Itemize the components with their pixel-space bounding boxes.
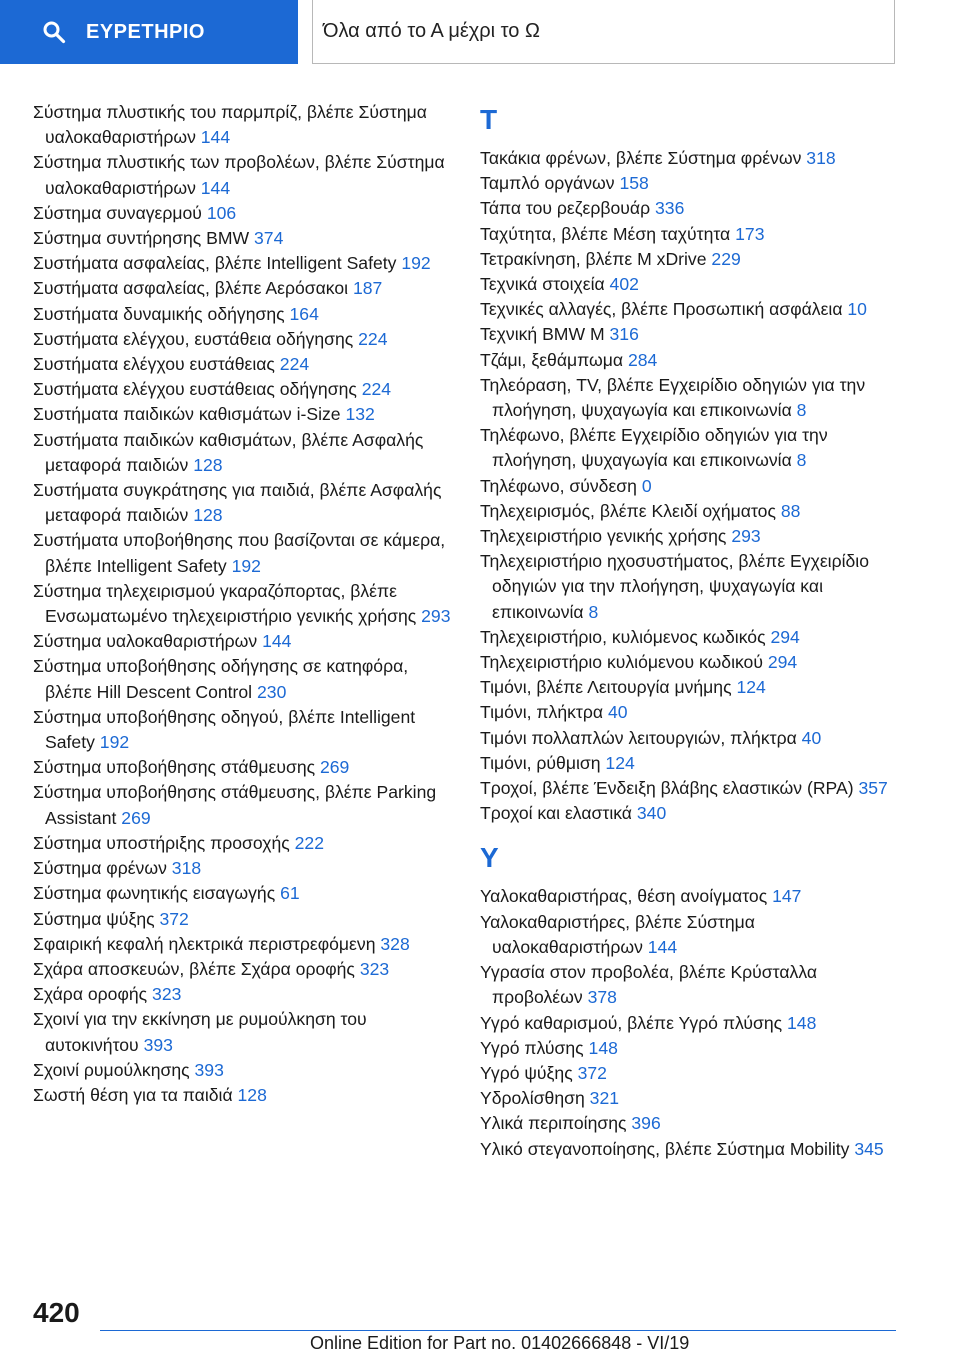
index-entry: [33, 302, 453, 327]
index-search-button[interactable]: [0, 0, 298, 64]
entry-text: Τηλέφωνο, σύνδεση: [480, 475, 637, 496]
page-link[interactable]: 144: [262, 631, 292, 652]
search-icon: [42, 20, 66, 44]
section-title: Όλα από το Α μέχρι το Ω: [323, 20, 540, 42]
page-link[interactable]: 164: [289, 303, 319, 324]
index-entry: [33, 226, 453, 251]
page-link[interactable]: 148: [588, 1037, 618, 1058]
page-link[interactable]: 396: [631, 1113, 661, 1134]
entry-text: Τηλεόραση, TV, βλέπε Εγχειρίδιο οδηγιών για την πλοήγηση, ψυχαγωγία και επικοινωνία: [480, 374, 866, 421]
index-entry: [33, 352, 453, 377]
entry-text: Σύστημα υποστήριξης προσοχής: [33, 832, 290, 853]
page-link[interactable]: 372: [159, 908, 189, 929]
page-link[interactable]: 269: [121, 807, 151, 828]
index-entry: [480, 423, 905, 473]
index-entry: [480, 625, 905, 650]
page-link[interactable]: 224: [361, 379, 392, 400]
entry-text: Σύστημα τηλεχειρισμού γκαραζόπορτας, βλέπε Ενσωματωμένο τηλεχειριστήριο γενικής χρήσης: [33, 580, 417, 627]
index-entry: [480, 196, 905, 221]
section-letter-tau: Τ: [480, 104, 498, 135]
entry-text: Τεχνικές αλλαγές, βλέπε Προσωπική ασφάλεια: [480, 299, 843, 320]
index-entry: [33, 780, 453, 830]
index-entry: [33, 881, 453, 906]
index-entry: [480, 499, 905, 524]
index-entry: [480, 1086, 905, 1111]
entry-text: Υγρό καθαρισμού, βλέπε Υγρό πλύσης: [480, 1012, 783, 1033]
page-link[interactable]: 40: [801, 727, 822, 748]
index-entry: [480, 474, 905, 499]
entry-text: Τιμόνι πολλαπλών λειτουργιών, πλήκτρα: [480, 727, 797, 748]
entry-text: Τζάμι, ξεθάμπωμα: [480, 349, 624, 370]
entry-text: Σχάρα αποσκευών, βλέπε Σχάρα οροφής: [33, 958, 355, 979]
page-link[interactable]: 316: [609, 324, 639, 345]
index-label: ΕΥΡΕΤΗΡΙΟ: [86, 20, 205, 43]
page-link[interactable]: 328: [380, 933, 410, 954]
page-link[interactable]: 393: [143, 1034, 173, 1055]
entry-text: Ταχύτητα, βλέπε Μέση ταχύτητα: [480, 223, 731, 244]
page-link[interactable]: 128: [193, 454, 223, 475]
page-link[interactable]: 128: [237, 1084, 267, 1105]
page-link[interactable]: 357: [858, 778, 888, 799]
index-entry: [480, 322, 905, 347]
page-link[interactable]: 8: [588, 601, 599, 622]
page-link[interactable]: 158: [619, 173, 649, 194]
index-entry: [480, 1111, 905, 1136]
index-entry: [480, 1011, 905, 1036]
entry-text: Σύστημα πλυστικής του παρμπρίζ, βλέπε Σύστημα υαλοκαθαριστήρων: [33, 102, 427, 148]
index-entry: [480, 700, 905, 725]
page-link[interactable]: 222: [294, 832, 324, 853]
index-entry: [480, 297, 905, 322]
page-link[interactable]: 345: [854, 1138, 884, 1159]
entry-text: Τηλεχειριστήριο γενικής χρήσης: [480, 526, 727, 547]
entry-text: Συστήματα παιδικών καθισμάτων i-Size: [33, 404, 341, 425]
index-column-right: [480, 100, 905, 1162]
index-entry: [33, 1058, 453, 1083]
page-link[interactable]: 318: [806, 148, 836, 168]
index-entry: [33, 982, 453, 1007]
index-entry: [33, 327, 453, 352]
page-link[interactable]: 88: [780, 500, 801, 521]
entry-text: Τιμόνι, πλήκτρα: [480, 702, 604, 723]
index-entry: [33, 251, 453, 276]
index-entry: [33, 705, 453, 755]
entry-text: Υδρολίσθηση: [480, 1088, 585, 1109]
page-link[interactable]: 374: [254, 228, 284, 249]
index-entry: [33, 907, 453, 932]
page-link[interactable]: 378: [587, 987, 617, 1008]
entry-text: Τάπα του ρεζερβουάρ: [480, 198, 651, 219]
entry-text: Σωστή θέση για τα παιδιά: [33, 1084, 233, 1105]
index-entry: [480, 884, 905, 909]
section-title-tab[interactable]: [312, 0, 895, 64]
index-entry: [33, 1083, 453, 1108]
page-link[interactable]: 173: [735, 223, 765, 244]
index-entry: [480, 910, 905, 960]
entry-text: Ταμπλό οργάνων: [480, 173, 615, 194]
entry-text: Σύστημα συναγερμού: [33, 202, 202, 223]
index-entry: [480, 960, 905, 1010]
entry-text: Σύστημα υποβοήθησης στάθμευσης: [33, 757, 316, 778]
index-entry: [480, 751, 905, 776]
index-entry: [33, 629, 453, 654]
index-entry: [480, 524, 905, 549]
entry-text: Σύστημα ψύξης: [33, 908, 155, 929]
entry-text: Σχάρα οροφής: [33, 984, 148, 1005]
index-entry: [480, 272, 905, 297]
entry-text: Υαλοκαθαριστήρας, θέση ανοίγματος: [480, 886, 768, 907]
footer-divider: [100, 1330, 896, 1331]
entry-text: Τηλεχειριστήριο ηχοσυστήματος, βλέπε Εγχειρίδιο οδηγιών για την πλοήγηση, ψυχαγωγία και επικοινωνία: [480, 551, 869, 622]
page-link[interactable]: 294: [767, 652, 798, 673]
page-link[interactable]: 323: [152, 984, 182, 1005]
index-entry: [33, 377, 453, 402]
entry-text: Σύστημα υαλοκαθαριστήρων: [33, 631, 258, 652]
page-link[interactable]: 294: [770, 626, 800, 647]
index-entry: [33, 654, 453, 704]
page-link[interactable]: 293: [421, 606, 451, 627]
index-entry: [33, 755, 453, 780]
index-entry: [480, 348, 905, 373]
entry-text: Τετρακίνηση, βλέπε M xDrive: [480, 248, 707, 269]
index-entry: [480, 1137, 905, 1162]
index-entry: [480, 247, 905, 272]
page-link[interactable]: 402: [609, 274, 639, 295]
entry-text: Σύστημα πλυστικής των προβολέων, βλέπε Σύστημα υαλοκαθαριστήρων: [33, 152, 445, 198]
entry-text: Συστήματα ελέγχου ευστάθειας: [33, 354, 275, 375]
entry-text: Υαλοκαθαριστήρες, βλέπε Σύστημα υαλοκαθαριστήρων: [480, 911, 755, 957]
index-entry: [33, 201, 453, 226]
index-entry: [480, 1061, 905, 1086]
page-link[interactable]: 340: [636, 803, 667, 824]
page-link[interactable]: 293: [731, 526, 761, 547]
index-column-left: [33, 100, 453, 1108]
index-entry: [33, 276, 453, 301]
entry-text: Συστήματα ασφαλείας, βλέπε Intelligent Safety: [33, 253, 397, 274]
page-link[interactable]: 187: [352, 278, 383, 299]
index-entry: [33, 1007, 453, 1057]
entry-text: Σφαιρική κεφαλή ηλεκτρικά περιστρεφόμενη: [33, 933, 376, 954]
page-link[interactable]: 224: [358, 328, 388, 349]
entry-text: Τηλεχειρισμός, βλέπε Κλειδί οχήματος: [480, 500, 776, 521]
page-link[interactable]: 224: [279, 354, 310, 375]
entry-text: Τηλεχειριστήριο, κυλιόμενος κωδικός: [480, 626, 766, 647]
entry-text: Σύστημα υποβοήθησης οδήγησης σε κατηφόρα, βλέπε Hill Descent Control: [33, 656, 409, 702]
index-entry: [480, 146, 905, 171]
entry-text: Σχοινί ρυμούλκησης: [33, 1059, 190, 1080]
page-link[interactable]: 318: [171, 858, 202, 879]
page-link[interactable]: 106: [206, 202, 237, 223]
entry-text: Τηλέφωνο, βλέπε Εγχειρίδιο οδηγιών για την πλοήγηση, ψυχαγωγία και επικοινωνία: [480, 425, 828, 471]
page-link[interactable]: 10: [847, 299, 867, 320]
index-entry: [33, 932, 453, 957]
entry-text: Τεχνική BMW M: [480, 324, 605, 345]
page-link[interactable]: 132: [345, 404, 375, 425]
index-entry: [33, 579, 453, 629]
index-entry: [480, 675, 905, 700]
entry-text: Συστήματα συγκράτησης για παιδιά, βλέπε Ασφαλής μεταφορά παιδιών: [33, 480, 442, 526]
page-link[interactable]: 148: [787, 1012, 817, 1033]
page-link[interactable]: 40: [607, 702, 628, 723]
footer-edition: Online Edition for Part no. 01402666848 - VI/19: [310, 1333, 690, 1353]
page-link[interactable]: 144: [200, 127, 231, 148]
page-link[interactable]: 144: [647, 936, 678, 957]
entry-text: Υγρό ψύξης: [480, 1062, 573, 1083]
entry-text: Τηλεχειριστήριο κυλιόμενου κωδικού: [480, 652, 763, 673]
index-entry: [480, 222, 905, 247]
entry-text: Υλικά περιποίησης: [480, 1113, 627, 1134]
entry-text: Σύστημα συντήρησης BMW: [33, 228, 250, 249]
page-link[interactable]: 372: [577, 1062, 607, 1083]
index-entry: [480, 776, 905, 801]
entry-text: Υγρό πλύσης: [480, 1037, 584, 1058]
entry-text: Συστήματα ελέγχου ευστάθειας οδήγησης: [33, 379, 357, 400]
index-entry: [33, 856, 453, 881]
entry-text: Σύστημα φρένων: [33, 858, 167, 879]
page-link[interactable]: 192: [401, 253, 431, 274]
page-link[interactable]: 8: [796, 400, 807, 421]
entry-text: Τεχνικά στοιχεία: [480, 274, 605, 295]
index-entry: [33, 478, 453, 528]
index-entry: [480, 373, 905, 423]
entry-text: Σύστημα φωνητικής εισαγωγής: [33, 883, 276, 904]
page-number: 420: [33, 1297, 80, 1328]
entry-text: Τροχοί, βλέπε Ένδειξη βλάβης ελαστικών (RPA): [480, 778, 854, 799]
index-entry: [33, 428, 453, 478]
index-entry: [480, 549, 905, 625]
page-link[interactable]: 124: [736, 677, 766, 698]
page-link[interactable]: 269: [319, 757, 350, 778]
entry-text: Τιμόνι, ρύθμιση: [480, 752, 601, 773]
index-entry: [480, 726, 905, 751]
entry-text: Συστήματα ελέγχου, ευστάθεια οδήγησης: [33, 328, 354, 349]
entry-text: Σύστημα υποβοήθησης στάθμευσης, βλέπε Parking Assistant: [33, 782, 437, 828]
index-entry: [480, 171, 905, 196]
entry-text: Υγρασία στον προβολέα, βλέπε Κρύσταλλα προβολέων: [480, 962, 818, 1008]
index-entry: [33, 957, 453, 982]
page-link[interactable]: 124: [605, 752, 635, 773]
index-entry: [480, 1036, 905, 1061]
entry-text: Συστήματα ασφαλείας, βλέπε Αερόσακοι: [33, 278, 349, 299]
page-link[interactable]: 147: [772, 886, 802, 907]
entry-text: Υλικό στεγανοποίησης, βλέπε Σύστημα Mobility: [480, 1138, 850, 1159]
section-letter-upsilon: Υ: [480, 842, 499, 874]
section-gap: [480, 826, 905, 838]
page-link[interactable]: 0: [641, 475, 652, 496]
entry-text: Σύστημα υποβοήθησης οδηγού, βλέπε Intelligent Safety: [33, 706, 416, 753]
page-link[interactable]: 323: [359, 958, 390, 979]
page-link[interactable]: 230: [257, 681, 287, 702]
page-link[interactable]: 336: [655, 198, 685, 219]
page-link[interactable]: 229: [711, 248, 741, 269]
index-entry: [33, 402, 453, 427]
entry-text: Τροχοί και ελαστικά: [480, 803, 632, 824]
page-link[interactable]: 284: [627, 349, 658, 370]
page-link[interactable]: 61: [280, 883, 300, 904]
index-entry: [480, 801, 905, 826]
page-link[interactable]: 393: [194, 1059, 224, 1080]
entry-text: Τακάκια φρένων, βλέπε Σύστημα φρένων: [480, 148, 802, 168]
entry-text: Σχοινί για την εκκίνηση με ρυμούλκηση του αυτοκινήτου: [33, 1009, 367, 1055]
page-link[interactable]: 8: [796, 450, 807, 471]
entry-text: Συστήματα υποβοήθησης που βασίζονται σε κάμερα, βλέπε Intelligent Safety: [33, 530, 446, 576]
page-link[interactable]: 144: [200, 177, 231, 198]
page-link[interactable]: 128: [193, 505, 223, 526]
index-entry: [33, 528, 453, 578]
page-link[interactable]: 192: [231, 555, 261, 576]
entry-text: Συστήματα παιδικών καθισμάτων, βλέπε Ασφαλής μεταφορά παιδιών: [33, 429, 424, 475]
index-entry: [33, 150, 453, 200]
index-entry: [33, 100, 453, 150]
index-entry: [33, 831, 453, 856]
page-link[interactable]: 321: [589, 1088, 620, 1109]
index-entry: [480, 650, 905, 675]
page-link[interactable]: 192: [99, 732, 130, 753]
entry-text: Συστήματα δυναμικής οδήγησης: [33, 303, 285, 324]
entry-text: Τιμόνι, βλέπε Λειτουργία μνήμης: [480, 677, 732, 698]
